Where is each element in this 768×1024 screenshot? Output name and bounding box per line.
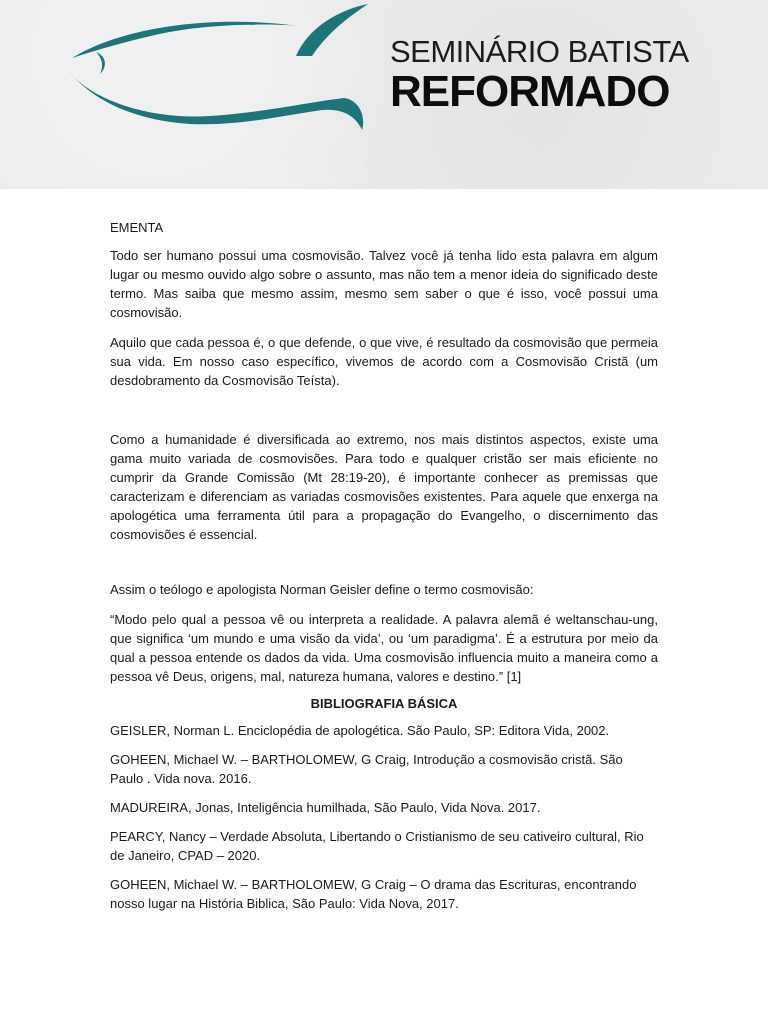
page-header	[0, 0, 768, 189]
document-body	[110, 218, 658, 923]
quote-paragraph: “Modo pelo qual a pessoa vê ou interpreta a realidade. A palavra alemã é weltanschau-ung, que significa ‘um mundo e uma visão da vida’, ou ‘um paradigma’. É a estrutura por meio da qual a pessoa entende os dados da vida. Uma cosmovisão influencia muito a maneira como a pessoa vê Deus, origens, mal, natureza humana, valores e destino.” [1]	[110, 612, 658, 684]
paragraph-2: Aquilo que cada pessoa é, o que defende, o que vive, é resultado da cosmovisão que permeia sua vida. Em nosso caso específico, vivemos de acordo com a Cosmovisão Cristã (um desdobramento da Cosmovisão Teísta).	[110, 335, 658, 388]
brand-line-top: SEMINÁRIO BATISTA	[390, 34, 689, 69]
bibliography-item: MADUREIRA, Jonas, Inteligência humilhada, São Paulo, Vida Nova. 2017.	[110, 800, 541, 815]
bibliography-item: GEISLER, Norman L. Enciclopédia de apologética. São Paulo, SP: Editora Vida, 2002.	[110, 723, 610, 738]
paragraph-1: Todo ser humano possui uma cosmovisão. Talvez você já tenha lido esta palavra em algum lugar ou mesmo ouvido algo sobre o assunto, mas não tem a menor ideia do significado deste termo. Mas saiba que mesmo assim, mesmo sem saber o que é isso, você possui uma cosmovisão.	[110, 248, 658, 320]
brand-line-bottom: REFORMADO	[390, 67, 670, 116]
paragraph-3: Como a humanidade é diversificada ao extremo, nos mais distintos aspectos, existe uma gama muito variada de cosmovisões. Para todo e qualquer cristão ser mais eficiente no cumprir da Grande Comissão (Mt 28:19-20), é importante conhecer as premissas que caracterizam e diferenciam as variadas cosmovisões existentes. Para aquele que enxerga na apologética uma ferramenta útil para a propagação do Evangelho, o discernimento das cosmovisões é essencial.	[110, 432, 658, 542]
paragraph-4: Assim o teólogo e apologista Norman Geisler define o termo cosmovisão:	[110, 582, 534, 597]
fish-icon	[60, 0, 380, 140]
bibliography-title: BIBLIOGRAFIA BÁSICA	[310, 696, 458, 711]
section-label: EMENTA	[110, 220, 164, 235]
bibliography-item: GOHEEN, Michael W. – BARTHOLOMEW, G Craig – O drama das Escrituras, encontrando nosso lugar na História Biblica, São Paulo: Vida Nova, 2017.	[110, 877, 637, 911]
brand	[390, 36, 710, 114]
bibliography-item: GOHEEN, Michael W. – BARTHOLOMEW, G Craig, Introdução a cosmovisão cristã. São Paulo . Vida nova. 2016.	[110, 752, 623, 786]
bibliography-item: PEARCY, Nancy – Verdade Absoluta, Libertando o Cristianismo de seu cativeiro cultural, Rio de Janeiro, CPAD – 2020.	[110, 829, 644, 863]
